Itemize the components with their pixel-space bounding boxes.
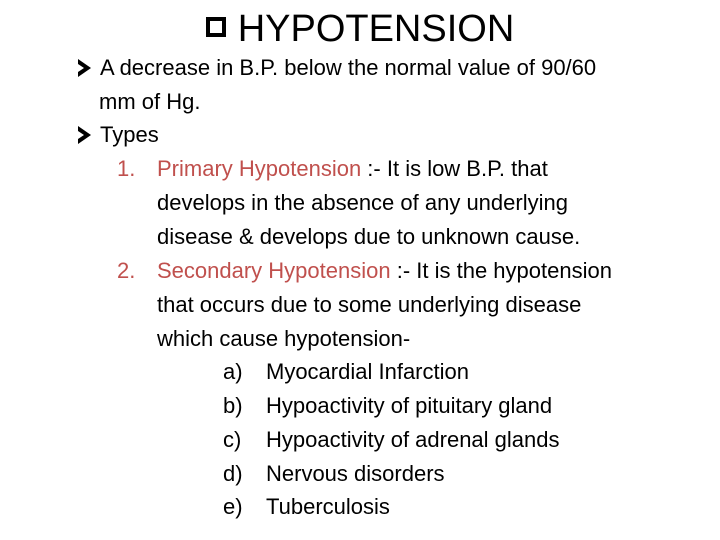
type-1-number: 1.	[117, 156, 136, 181]
type-2-desc-3: which cause hypotension-	[157, 326, 411, 351]
type-1-desc-2: develops in the absence of any underlying	[157, 190, 568, 215]
type-2-line-3	[157, 322, 410, 355]
cause-letter: e)	[223, 494, 243, 519]
type-2-line-2	[157, 288, 581, 321]
type-1-desc-1: :- It is low B.P. that	[361, 156, 548, 181]
arrowhead-bullet-icon	[78, 126, 91, 144]
hollow-square-bullet-icon	[206, 17, 226, 37]
cause-text: Hypoactivity of pituitary gland	[266, 393, 553, 418]
cause-letter: d)	[223, 461, 243, 486]
type-1-line-2	[157, 186, 568, 219]
type-2-desc-1: :- It is the hypotension	[390, 258, 612, 283]
type-1-desc-3: disease & develops due to unknown cause.	[157, 224, 581, 249]
cause-letter: a)	[223, 359, 243, 384]
cause-text: Hypoactivity of adrenal glands	[266, 427, 560, 452]
cause-text: Myocardial Infarction	[266, 359, 469, 384]
type-1-name: Primary Hypotension	[157, 156, 362, 181]
bullet-definition-line-1	[78, 51, 596, 84]
cause-text: Tuberculosis	[266, 494, 390, 519]
type-2-name: Secondary Hypotension	[157, 258, 391, 283]
cause-item-e	[223, 490, 390, 523]
types-heading: Types	[100, 122, 159, 147]
definition-text-2: mm of Hg.	[99, 89, 201, 114]
cause-item-d	[223, 457, 445, 490]
type-1-line-3	[157, 220, 580, 253]
bullet-definition-line-2	[99, 85, 200, 118]
definition-text-1: A decrease in B.P. below the normal value of 90/60	[100, 55, 597, 80]
cause-item-c	[223, 423, 560, 456]
type-2-desc-2: that occurs due to some underlying disease	[157, 292, 582, 317]
cause-letter: c)	[223, 427, 242, 452]
slide-title	[0, 6, 720, 52]
bullet-types	[78, 118, 159, 151]
cause-letter: b)	[223, 393, 243, 418]
type-1-line-1	[117, 152, 548, 185]
type-2-line-1	[117, 254, 612, 287]
arrowhead-bullet-icon	[78, 59, 91, 77]
type-2-number: 2.	[117, 258, 136, 283]
cause-text: Nervous disorders	[266, 461, 445, 486]
cause-item-b	[223, 389, 552, 422]
cause-item-a	[223, 355, 469, 388]
title-text: HYPOTENSION	[237, 8, 515, 50]
